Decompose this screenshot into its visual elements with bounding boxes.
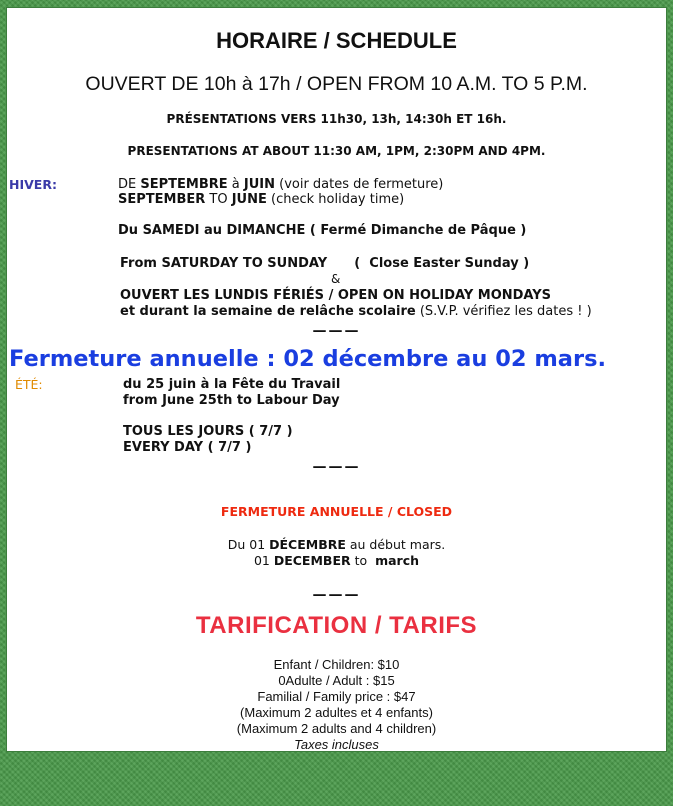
closed-dates-fr: Du 01 DÉCEMBRE au début mars. [227,537,446,552]
separator: ——— [312,323,361,339]
price-adult: 0Adulte / Adult : $15 [278,673,395,688]
family-limit-en: (Maximum 2 adults and 4 children) [236,721,437,736]
summer-period-en: from June 25th to Labour Day [123,393,340,408]
summer-period-fr: du 25 juin à la Fête du Travail [123,377,341,392]
winter-period-fr: DE SEPTEMBRE à JUIN (voir dates de fermeture) [118,177,444,192]
holiday-mondays: OUVERT LES LUNDIS FÉRIÉS / OPEN ON HOLIDAY MONDAYS [120,288,552,303]
page-title: HORAIRE / SCHEDULE [216,28,457,53]
price-children: Enfant / Children: $10 [273,657,400,672]
price-family: Familial / Family price : $47 [257,689,416,704]
family-limit-fr: (Maximum 2 adultes et 4 enfants) [240,705,433,720]
presentations-en: PRESENTATIONS AT ABOUT 11:30 AM, 1PM, 2:30PM AND 4PM. [127,144,546,158]
separator: ——— [312,587,361,603]
winter-label: HIVER: [9,177,57,192]
separator: ——— [312,459,361,475]
summer-days-fr: TOUS LES JOURS ( 7/7 ) [123,424,293,439]
presentations-fr: PRÉSENTATIONS VERS 11h30, 13h, 14:30h ET 16h. [166,112,507,126]
winter-period-en: SEPTEMBER TO JUNE (check holiday time) [118,192,405,207]
schedule-panel [7,8,666,751]
closed-dates-en: 01 DECEMBER to march [253,553,420,568]
taxes-note: Taxes incluses [294,737,379,752]
annual-closing-notice: Fermeture annuelle : 02 décembre au 02 mars. [9,346,607,372]
summer-days-en: EVERY DAY ( 7/7 ) [123,440,252,455]
pricing-heading: TARIFICATION / TARIFS [195,612,478,639]
opening-hours: OUVERT DE 10h à 17h / OPEN FROM 10 A.M. TO 5 P.M. [85,73,588,95]
summer-label: ÉTÉ: [15,377,43,392]
school-break-note: et durant la semaine de relâche scolaire (S.V.P. vérifiez les dates ! ) [120,304,592,319]
winter-days-fr: Du SAMEDI au DIMANCHE ( Fermé Dimanche de Pâque ) [118,223,527,238]
closed-heading: FERMETURE ANNUELLE / CLOSED [220,504,453,519]
ampersand: & [331,272,341,286]
winter-days-en: From SATURDAY TO SUNDAY ( Close Easter Sunday ) [120,256,530,271]
